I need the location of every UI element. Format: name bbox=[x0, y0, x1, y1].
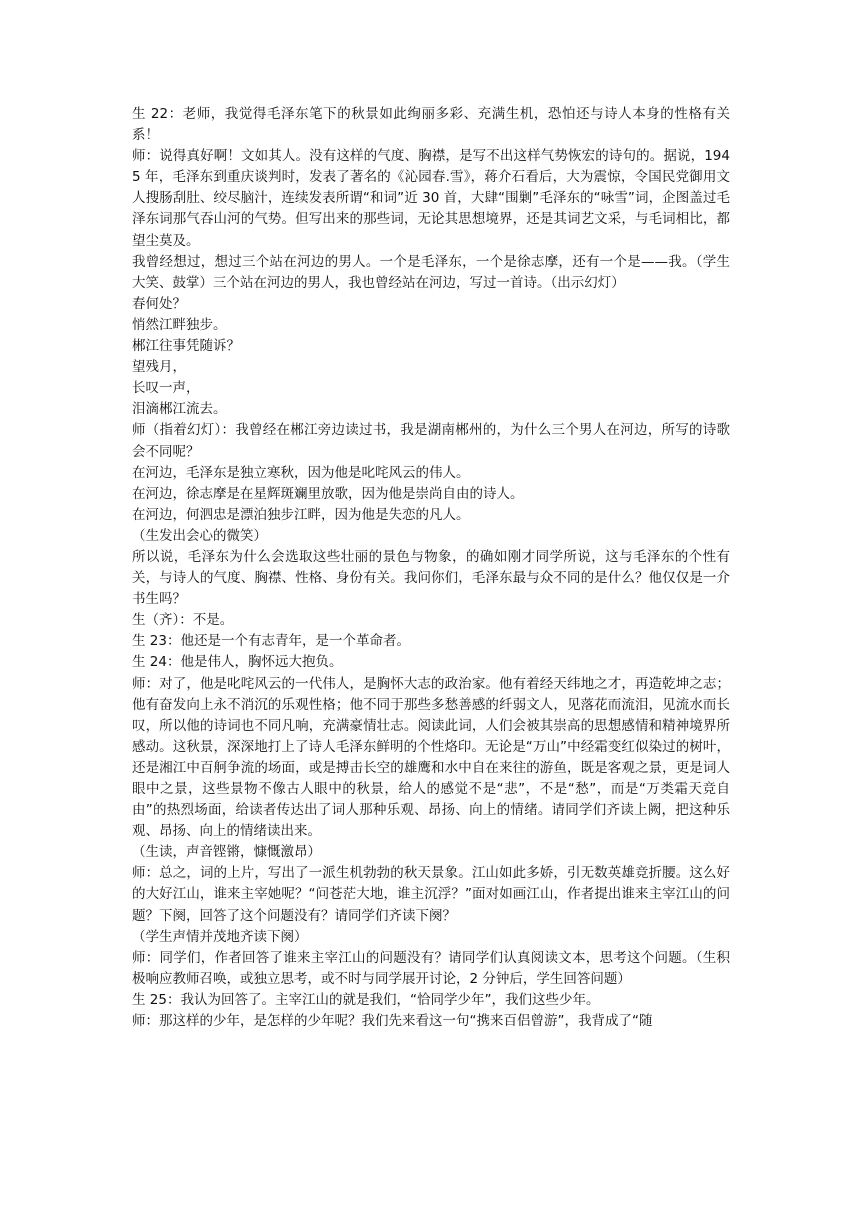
poem-line: 郴江往事凭随诉？ bbox=[132, 338, 240, 355]
document-body bbox=[132, 104, 730, 1032]
poem-line: 泪滴郴江流去。 bbox=[132, 401, 227, 418]
stage-note: （生读，声音铿锵，慷慨激昂） bbox=[132, 844, 321, 861]
paragraph: 师：说得真好啊！文如其人。没有这样的气度、胸襟，是写不出这样气势恢宏的诗句的。据说，1945 年，毛泽东到重庆谈判时，发表了著名的《沁园春.雪》，蒋介石看后，大为震惊，令国民党御用文人搜肠刮肚、绞尽脑汁，连续发表所谓“和词”近 30 首，大肆“围剿”毛泽东的“咏雪”词，企图盖过毛泽东词那气吞山河的气势。但写出来的那些词，无论其思想境界，还是其词艺文采，与毛词相比，都望尘莫及。 bbox=[132, 148, 730, 249]
paragraph: 在河边，何泗忠是漂泊独步江畔，因为他是失恋的凡人。 bbox=[132, 506, 470, 523]
paragraph: 师：总之，词的上片，写出了一派生机勃勃的秋天景象。江山如此多娇，引无数英雄竞折腰。这么好的大好江山，谁来主宰她呢？“问苍茫大地，谁主沉浮？”面对如画江山，作者提出谁来主宰江山的问题？下阕，回答了这个问题没有？请同学们齐读下阕？ bbox=[132, 865, 730, 924]
paragraph: 在河边，毛泽东是独立寒秋，因为他是叱咤风云的伟人。 bbox=[132, 464, 470, 481]
paragraph: 生 22：老师，我觉得毛泽东笔下的秋景如此绚丽多彩、充满生机，恐怕还与诗人本身的性格有关系！ bbox=[132, 106, 730, 144]
paragraph: 师：同学们，作者回答了谁来主宰江山的问题没有？请同学们认真阅读文本，思考这个问题。（生积极响应教师召唤，或独立思考，或不时与同学展开讨论，2 分钟后，学生回答问题） bbox=[132, 949, 730, 987]
paragraph: 生 24：他是伟人，胸怀远大抱负。 bbox=[132, 654, 343, 671]
stage-note: （生发出会心的微笑） bbox=[132, 527, 267, 544]
paragraph: 在河边，徐志摩是在星辉斑斓里放歌，因为他是崇尚自由的诗人。 bbox=[132, 485, 524, 502]
paragraph: 师（指着幻灯）：我曾经在郴江旁边读过书，我是湖南郴州的，为什么三个男人在河边，所写的诗歌会不同呢？ bbox=[132, 422, 730, 460]
paragraph: 生 25：我认为回答了。主宰江山的就是我们，“恰同学少年”，我们这些少年。 bbox=[132, 991, 600, 1008]
poem-line: 悄然江畔独步。 bbox=[132, 316, 227, 333]
paragraph: 生 23：他还是一个有志青年，是一个革命者。 bbox=[132, 633, 410, 650]
stage-note: （学生声情并茂地齐读下阕） bbox=[132, 928, 308, 945]
paragraph: 师：对了，他是叱咤风云的一代伟人，是胸怀大志的政治家。他有着经天纬地之才，再造乾坤之志；他有奋发向上永不消沉的乐观性格；他不同于那些多愁善感的纤弱文人，见落花而流泪，见流水而长叹，所以他的诗词也不同凡响，充满豪情壮志。阅读此词，人们会被其崇高的思想感情和精神境界所感动。这秋景，深深地打上了诗人毛泽东鲜明的个性烙印。无论是“万山”中经霜变红似染过的树叶，还是湘江中百舸争流的场面，或是搏击长空的雄鹰和水中自在来往的游鱼，既是客观之景，更是词人眼中之景，这些景物不像古人眼中的秋景，给人的感觉不是“悲”，不是“愁”，而是“万类霜天竞自由”的热烈场面，给读者传达出了词人那种乐观、昂扬、向上的情绪。请同学们齐读上阙，把这种乐观、昂扬、向上的情绪读出来。 bbox=[132, 675, 730, 840]
poem-line: 春何处？ bbox=[132, 295, 186, 312]
poem-line: 长叹一声， bbox=[132, 380, 200, 397]
paragraph: 所以说，毛泽东为什么会选取这些壮丽的景色与物象，的确如刚才同学所说，这与毛泽东的个性有关，与诗人的气度、胸襟、性格、身份有关。我问你们，毛泽东最与众不同的是什么？他仅仅是一介书生吗？ bbox=[132, 548, 730, 608]
paragraph: 师：那这样的少年，是怎样的少年呢？我们先来看这一句“携来百侣曾游”，我背成了“随 bbox=[132, 1013, 653, 1030]
paragraph: 生（齐）：不是。 bbox=[132, 612, 234, 629]
paragraph: 我曾经想过，想过三个站在河边的男人。一个是毛泽东，一个是徐志摩，还有一个是——我。（学生大笑、鼓掌）三个站在河边的男人，我也曾经站在河边，写过一首诗。（出示幻灯） bbox=[132, 253, 730, 291]
poem-line: 望残月， bbox=[132, 359, 186, 376]
